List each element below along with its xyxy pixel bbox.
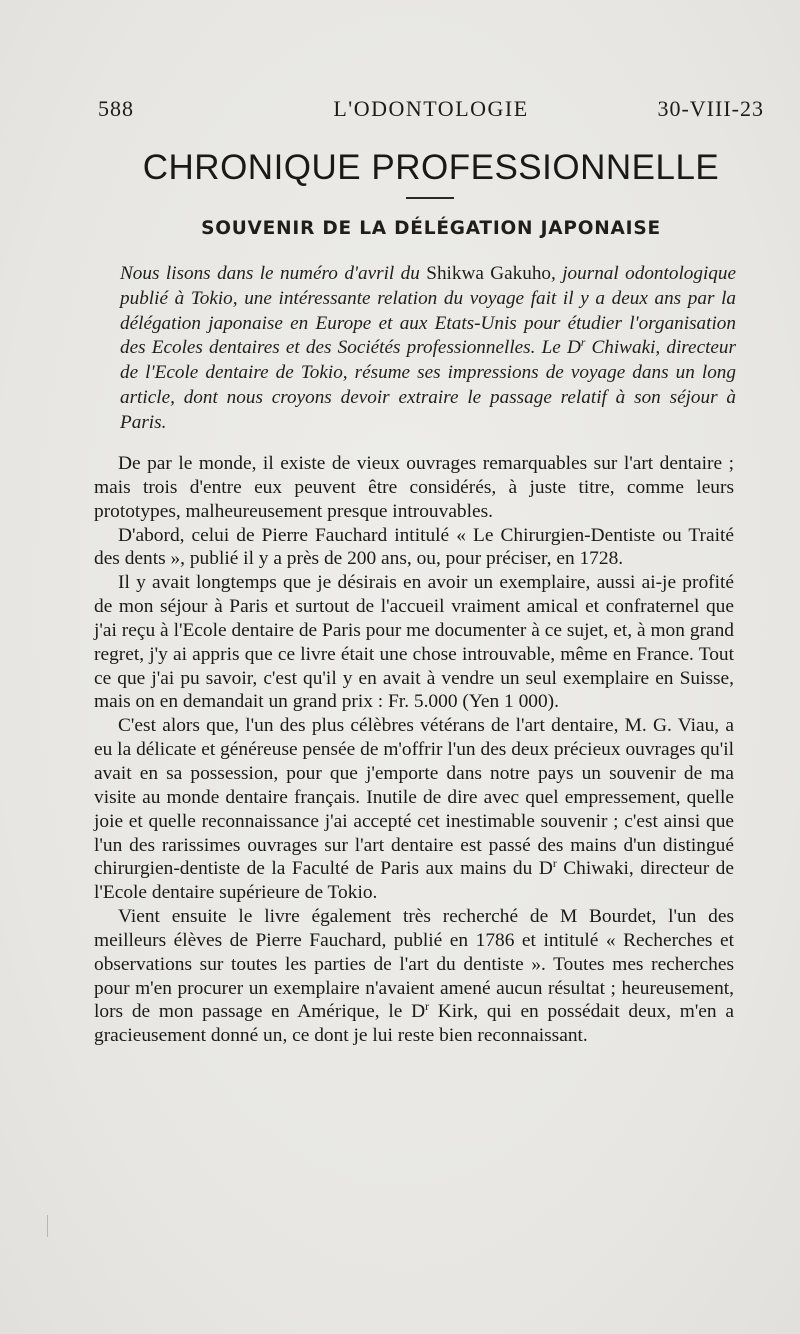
paragraph-1: De par le monde, il existe de vieux ouvrages remarquables sur l'art dentaire ; mais trois d'entre eux peuvent être considérés, à juste titre, comme leurs prototypes, malheureusement presque introuvables.: [94, 453, 734, 522]
issue-date: 30-VIII-23: [657, 96, 764, 121]
paragraph-5: [94, 905, 734, 1048]
paragraph-4-superscript: r: [552, 857, 557, 871]
section-title: CHRONIQUE PROFESSIONNELLE: [142, 148, 720, 187]
running-header: [98, 96, 764, 126]
paragraph-2: D'abord, celui de Pierre Fauchard intitulé « Le Chirurgien-Dentiste ou Traité des dents », publié il y a près de 200 ans, ou, pour préciser, en 1728.: [94, 524, 734, 570]
paragraph-5-text-b: Kirk, qui en possédait deux, m'en a gracieusement donné un, ce dont je lui reste bien reconnaissant.: [94, 1001, 734, 1047]
paragraph-5-superscript: r: [425, 1000, 429, 1014]
paragraph-5-text-a: Vient ensuite le livre également très recherché de M Bourdet, l'un des meilleurs élèves de Pierre Fauchard, publié en 1786 et intitulé « Recherches et observations sur toutes les parties de l'art du dentiste ». Toutes mes recherches pour m'en procurer un exemplaire n'avaient amené aucun résultat ; heureusement, lors de mon passage en Amérique, le D: [94, 906, 734, 1023]
intro-text-3: Chiwaki, directeur de l'Ecole dentaire de Tokio, résume ses impressions de voyage dans un long article, dont nous croyons devoir extraire le passage relatif à son séjour à Paris.: [120, 337, 736, 433]
intro-text-2: , journal odontologique publié à Tokio, une intéressante relation du voyage fait il y a deux ans par la délégation japonaise en Europe et aux Etats-Unis pour étudier l'organisation des Ecoles dentaires et des Sociétés professionnelles. Le D: [120, 263, 737, 359]
journal-title: L'ODONTOLOGIE: [333, 96, 529, 121]
article-subtitle: SOUVENIR DE LA DÉLÉGATION JAPONAISE: [201, 218, 661, 239]
paragraph-4-text-b: Chiwaki, directeur de l'Ecole dentaire supérieure de Tokio.: [94, 858, 734, 904]
paragraph-4: [94, 714, 734, 905]
intro-journal-name: Shikwa Gakuho: [426, 263, 552, 284]
intro-text-1: Nous lisons dans le numéro d'avril du: [120, 263, 427, 284]
page-number: 588: [98, 96, 134, 121]
article-body: [94, 452, 734, 1048]
paragraph-3: Il y avait longtemps que je désirais en avoir un exemplaire, aussi ai-je profité de mon séjour à Paris et surtout de l'accueil vraiment amical et confraternel que j'ai reçu à l'Ecole dentaire de Paris pour me documenter à ce sujet, et, à mon grand regret, j'y ai appris que ce livre était une chose introuvable, même en France. Tout ce que j'ai pu savoir, c'est qu'il y en avait à vendre un seul exemplaire en Suisse, mais on en demandait un grand prix : Fr. 5.000 (Yen 1 000).: [94, 572, 734, 713]
paragraph-4-text-a: C'est alors que, l'un des plus célèbres vétérans de l'art dentaire, M. G. Viau, a eu la délicate et généreuse pensée de m'offrir l'un des deux précieux ouvrages qu'il avait en sa possession, pour que j'emporte dans notre pays un souvenir de ma visite au monde dentaire français. Inutile de dire avec quel empressement, quelle joie et quelle reconnaissance j'ai accepté cet inestimable souvenir ; c'est ainsi que l'un des rarissimes ouvrages sur l'art dentaire est passé des mains d'un distingué chirurgien-dentiste de la Faculté de Paris aux mains du D: [94, 715, 734, 880]
intro-paragraph: [120, 262, 736, 436]
margin-mark: [47, 1215, 48, 1237]
title-rule: [406, 197, 454, 199]
intro-superscript: r: [580, 337, 586, 350]
